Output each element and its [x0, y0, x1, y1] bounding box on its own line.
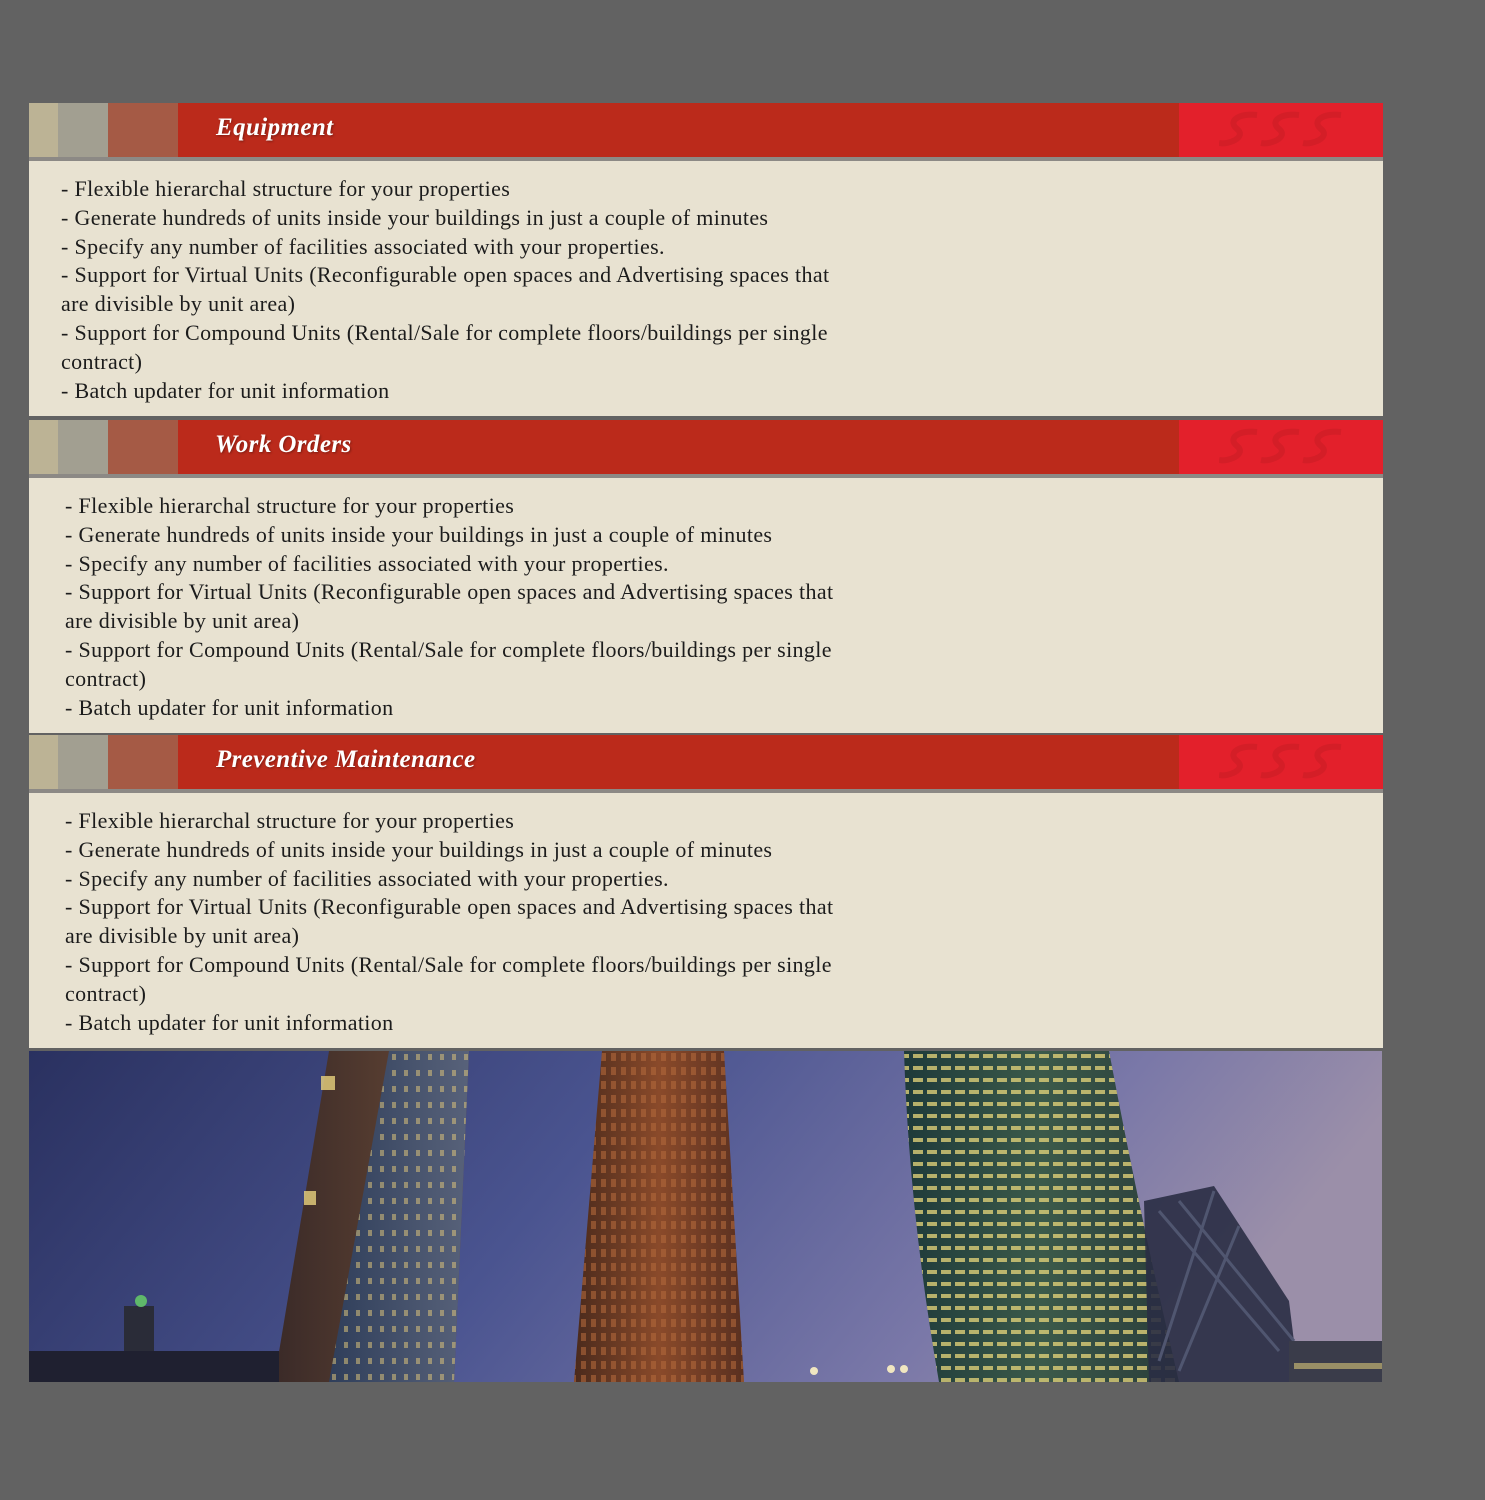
- city-skyline-night-photo: [29, 1051, 1382, 1382]
- section-header: [29, 103, 1383, 157]
- list-item: - Generate hundreds of units inside your buildings in just a couple of minutes: [61, 204, 769, 230]
- logo-watermark-icon: [1179, 420, 1383, 474]
- section-body: [29, 793, 1383, 1048]
- list-item: - Support for Compound Units (Rental/Sale for complete floors/buildings per single contract): [61, 319, 828, 374]
- list-item: - Support for Compound Units (Rental/Sale for complete floors/buildings per single contract): [65, 951, 832, 1006]
- color-swatch: [108, 420, 178, 474]
- list-item: - Specify any number of facilities associated with your properties.: [65, 865, 669, 891]
- list-item: - Batch updater for unit information: [65, 1009, 394, 1035]
- list-item: - Generate hundreds of units inside your buildings in just a couple of minutes: [65, 836, 773, 862]
- list-item: - Flexible hierarchal structure for your properties: [65, 808, 515, 833]
- section-work-orders: [29, 420, 1383, 733]
- feature-list: [65, 492, 1383, 722]
- section-equipment: [29, 103, 1383, 416]
- color-swatch: [108, 735, 178, 789]
- skyline-illustration: [29, 1051, 1382, 1382]
- color-swatch: [108, 103, 178, 157]
- list-item: - Batch updater for unit information: [65, 694, 394, 720]
- color-swatch: [58, 420, 108, 474]
- list-item: - Support for Virtual Units (Reconfigurable open spaces and Advertising spaces that are divisible by unit area): [65, 579, 834, 634]
- list-item: - Specify any number of facilities associated with your properties.: [65, 550, 669, 576]
- list-item: - Support for Virtual Units (Reconfigurable open spaces and Advertising spaces that are divisible by unit area): [61, 262, 830, 317]
- section-title: Preventive Maintenance: [216, 746, 476, 773]
- list-item: - Flexible hierarchal structure for your properties: [65, 493, 515, 518]
- list-item: - Batch updater for unit information: [61, 377, 390, 403]
- list-item: - Support for Compound Units (Rental/Sale for complete floors/buildings per single contract): [65, 636, 832, 691]
- section-body: [29, 478, 1383, 733]
- logo-watermark-icon: [1179, 103, 1383, 157]
- color-swatch: [29, 735, 58, 789]
- section-title: Equipment: [216, 114, 334, 141]
- color-swatch: [29, 420, 58, 474]
- section-title: Work Orders: [215, 431, 352, 458]
- list-item: - Specify any number of facilities associated with your properties.: [61, 233, 665, 259]
- color-swatch: [58, 735, 108, 789]
- feature-list: [61, 175, 1383, 405]
- list-item: - Support for Virtual Units (Reconfigurable open spaces and Advertising spaces that are divisible by unit area): [65, 894, 834, 949]
- color-swatch: [58, 103, 108, 157]
- list-item: - Flexible hierarchal structure for your properties: [61, 176, 511, 201]
- section-body: [29, 161, 1383, 416]
- list-item: - Generate hundreds of units inside your buildings in just a couple of minutes: [65, 521, 773, 547]
- feature-list: [65, 807, 1383, 1037]
- color-swatch: [29, 103, 58, 157]
- section-header: [29, 735, 1383, 789]
- section-preventive-maintenance: [29, 735, 1383, 1048]
- section-header: [29, 420, 1383, 474]
- logo-watermark-icon: [1179, 735, 1383, 789]
